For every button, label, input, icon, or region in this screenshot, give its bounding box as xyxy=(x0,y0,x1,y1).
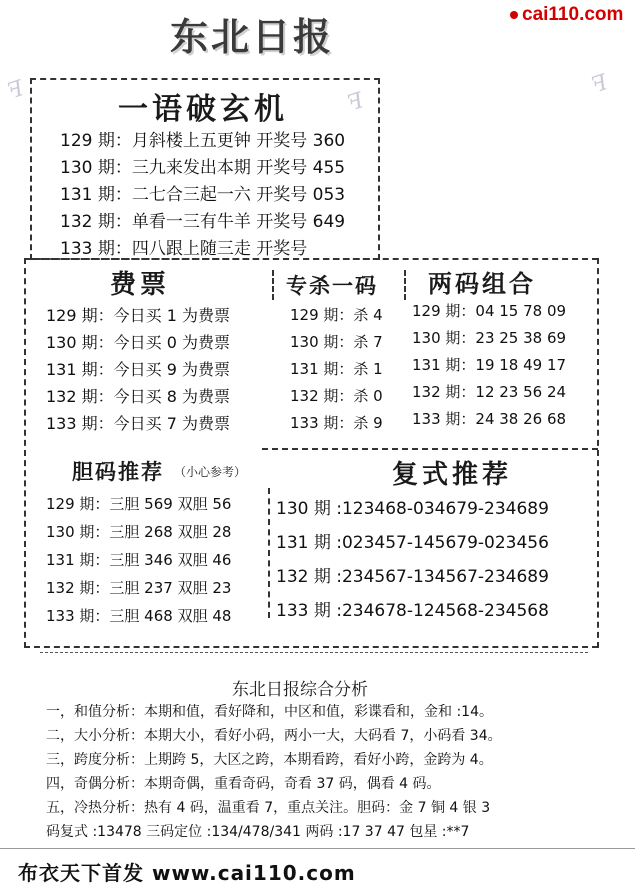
watermark-mark: ꟻ xyxy=(344,88,367,117)
footer-text[interactable]: 布衣天下首发 www.cai110.com xyxy=(18,861,356,885)
feipiao-title: 费票 xyxy=(110,270,171,300)
list-item: 五，冷热分析：热有 4 码，温重看 7，重点关注。胆码：金 7 铜 4 银 3 xyxy=(46,800,491,816)
list-item: 131 期：19 18 49 17 xyxy=(412,356,567,374)
list-item: 131 期：三胆 346 双胆 46 xyxy=(46,551,232,569)
divider-top xyxy=(24,258,598,262)
list-item: 一，和值分析：本期和值，看好降和，中区和值，彩谍看和，金和 :14。 xyxy=(46,704,493,720)
list-item: 132 期：杀 0 xyxy=(290,387,383,405)
divider-zhuansha-liangma xyxy=(404,270,406,300)
list-item: 133 期：24 38 26 68 xyxy=(412,410,567,428)
list-item: 133 期：三胆 468 双胆 48 xyxy=(46,607,232,625)
divider-bottom xyxy=(24,646,598,648)
fushi-list xyxy=(276,492,549,628)
list-item: 132 期：三胆 237 双胆 23 xyxy=(46,579,232,597)
divider-feipiao-zhuansha xyxy=(272,270,274,300)
list-item: 129 期：04 15 78 09 xyxy=(412,302,567,320)
list-item: 130 期：三胆 268 双胆 28 xyxy=(46,523,232,541)
list-item: 130 期：杀 7 xyxy=(290,333,383,351)
list-item: 129 期：月斜楼上五更钟 开奖号 360 xyxy=(60,131,346,151)
analysis-list xyxy=(46,700,502,844)
liangma-title: 两码组合 xyxy=(428,269,536,298)
list-item: 131 期：杀 1 xyxy=(290,360,383,378)
yiyu-title: 一语破玄机 xyxy=(118,92,288,127)
divider-danma-fushi xyxy=(268,488,270,618)
danma-subtitle: （小心参考） xyxy=(174,465,247,479)
divider-right xyxy=(597,258,599,648)
list-item: 133 期：今日买 7 为费票 xyxy=(46,414,230,433)
list-item: 二，大小分析：本期大小，看好小码，两小一大，大码看 7，小码看 34。 xyxy=(46,728,502,744)
watermark-mark: ꟻ xyxy=(588,70,611,99)
zhuansha-title: 专杀一码 xyxy=(286,273,378,298)
fushi-title: 复式推荐 xyxy=(392,460,513,490)
logo-dot-icon xyxy=(510,11,518,19)
site-logo[interactable] xyxy=(510,4,623,26)
list-item: 码复式 :13478 三码定位 :134/478/341 两码 :17 37 47 包星 :**7 xyxy=(46,824,470,840)
list-item: 129 期：杀 4 xyxy=(290,306,383,324)
list-item: 132 期 :234567-134567-234689 xyxy=(276,567,549,587)
list-item: 131 期：二七合三起一六 开奖号 053 xyxy=(60,185,346,205)
feipiao-list xyxy=(46,302,230,437)
divider-fushi-top xyxy=(262,448,598,450)
list-item: 130 期：三九来发出本期 开奖号 455 xyxy=(60,158,346,178)
zhuansha-list xyxy=(290,302,383,437)
analysis-title: 东北日报综合分析 xyxy=(232,680,368,700)
list-item: 三，跨度分析：上期跨 5，大区之跨，本期看跨，看好小跨，金跨为 4。 xyxy=(46,752,493,768)
list-item: 129 期：今日买 1 为费票 xyxy=(46,306,230,325)
list-item: 132 期：今日买 8 为费票 xyxy=(46,387,230,406)
danma-list xyxy=(46,490,231,630)
list-item: 133 期 :234678-124568-234568 xyxy=(276,601,549,621)
list-item: 131 期 :023457-145679-023456 xyxy=(276,533,549,553)
list-item: 133 期：四八跟上随三走 开奖号 xyxy=(60,239,308,259)
danma-title: 胆码推荐 xyxy=(72,459,164,484)
logo-text: cai110.com xyxy=(522,4,624,25)
yiyu-list xyxy=(60,128,345,263)
divider-left xyxy=(24,258,26,648)
list-item: 130 期：23 25 38 69 xyxy=(412,329,567,347)
watermark-mark: ꟻ xyxy=(4,76,27,105)
newspaper-title: 东北日报 xyxy=(170,14,335,59)
liangma-list xyxy=(412,298,566,433)
list-item: 130 期：今日买 0 为费票 xyxy=(46,333,230,352)
list-item: 132 期：12 23 56 24 xyxy=(412,383,567,401)
footer-divider xyxy=(0,848,635,849)
list-item: 130 期 :123468-034679-234689 xyxy=(276,499,549,519)
list-item: 133 期：杀 9 xyxy=(290,414,383,432)
list-item: 131 期：今日买 9 为费票 xyxy=(46,360,230,379)
list-item: 四，奇偶分析：本期奇偶，重看奇码，奇看 37 码，偶看 4 码。 xyxy=(46,776,441,792)
list-item: 132 期：单看一三有牛羊 开奖号 649 xyxy=(60,212,346,232)
divider-analysis-top xyxy=(40,652,588,653)
list-item: 129 期：三胆 569 双胆 56 xyxy=(46,495,232,513)
